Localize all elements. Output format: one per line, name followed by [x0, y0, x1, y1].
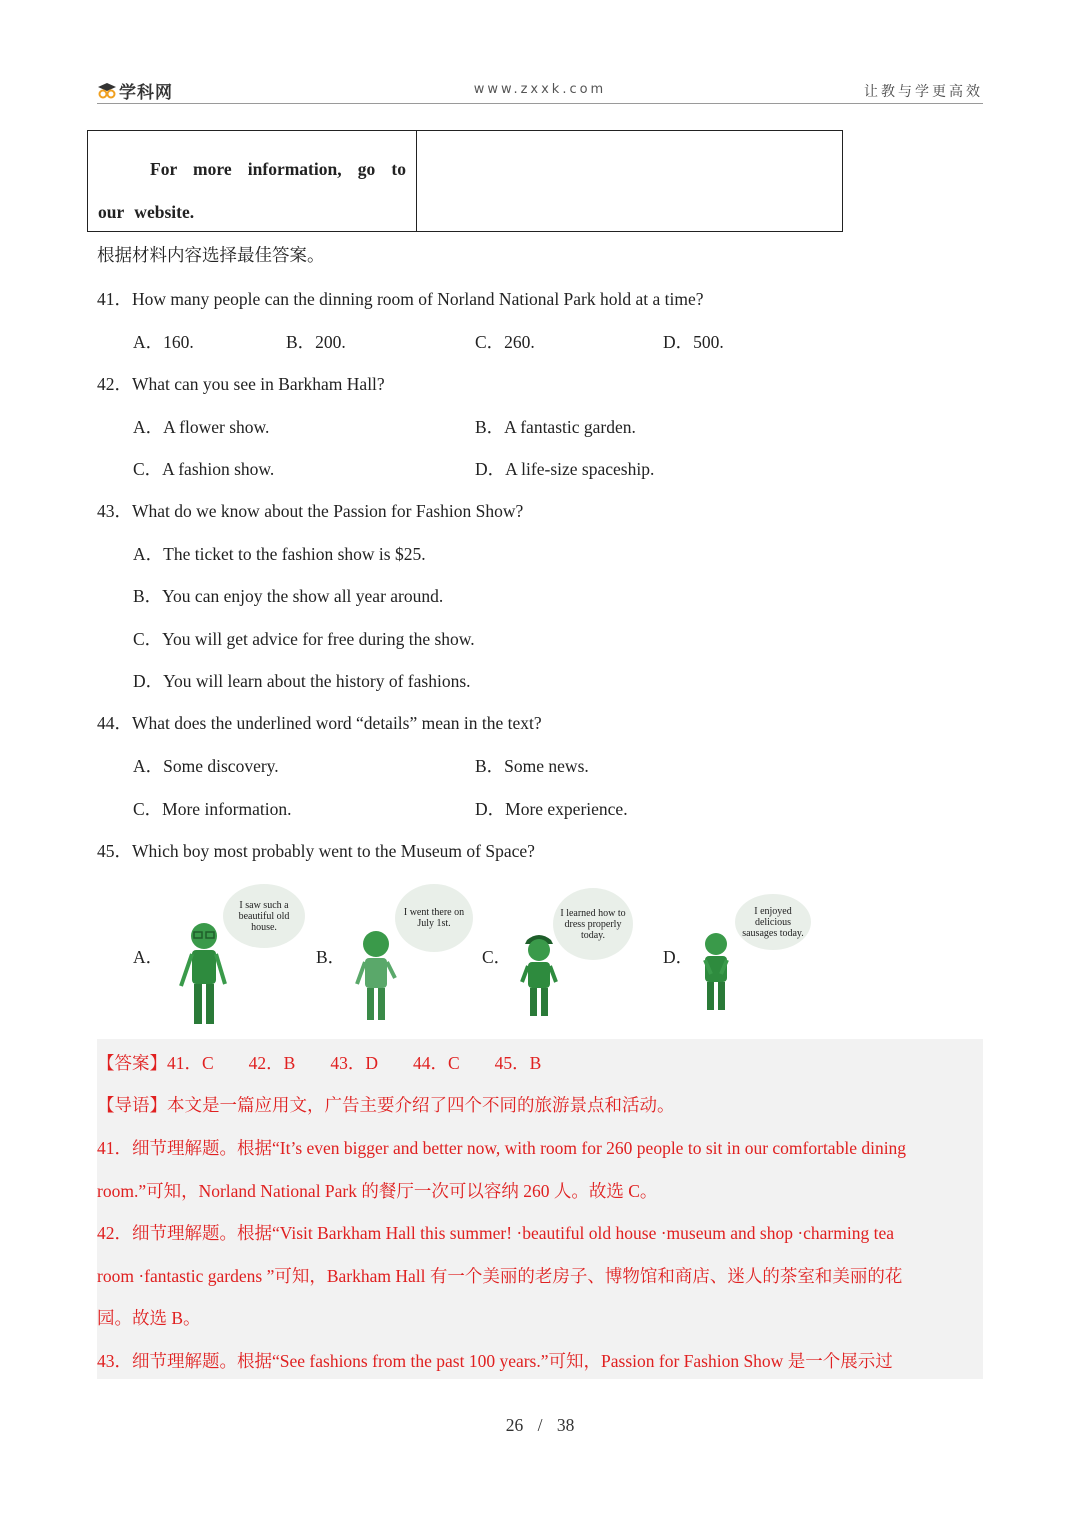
speech-bubble-c: I learned how to dress properly today.: [553, 888, 633, 960]
question-45-option-d: D．: [663, 947, 694, 967]
question-45-stem: 45．Which boy most probably went to the Museum of Space?: [97, 841, 535, 861]
question-44-option-c: C．More information.: [133, 799, 292, 819]
question-41-option-b: B．200.: [286, 332, 346, 352]
question-43-option-d: D．You will learn about the history of fashions.: [133, 671, 471, 691]
question-45-pictures: [97, 884, 857, 1034]
question-41-option-d: D．500.: [663, 332, 724, 352]
explanation-42-line-2: room ·fantastic gardens ”可知，Barkham Hall 有一个美丽的老房子、博物馆和商店、迷人的茶室和美丽的花: [97, 1266, 903, 1286]
info-table-left-cell: For more information, go to our website.: [88, 131, 417, 231]
boy-figure-c-icon: [519, 930, 559, 1020]
question-45-option-a: A．: [133, 947, 164, 967]
logo-text: 学科网: [119, 83, 173, 103]
boy-figure-b-icon: [351, 928, 401, 1024]
question-42-option-c: C．A fashion show.: [133, 459, 275, 479]
page-separator: /: [537, 1415, 543, 1435]
question-44-option-d: D．More experience.: [475, 799, 628, 819]
boy-figure-d-icon: [697, 930, 735, 1016]
explanation-41-line-2: room.”可知，Norland National Park 的餐厅一次可以容纳 260 人。故选 C。: [97, 1181, 658, 1201]
question-42-option-d: D．A life-size spaceship.: [475, 459, 655, 479]
boy-figure-a-icon: [175, 920, 233, 1030]
question-42-option-b: B．A fantastic garden.: [475, 417, 636, 437]
question-44-stem: 44．What does the underlined word “details” mean in the text?: [97, 713, 542, 733]
question-45-option-c: C．: [482, 947, 512, 967]
info-table: [87, 130, 843, 232]
instruction: 根据材料内容选择最佳答案。: [97, 245, 325, 265]
question-45-option-b: B．: [316, 947, 346, 967]
info-table-right-cell: [417, 131, 842, 231]
answer-intro: 【导语】本文是一篇应用文，广告主要介绍了四个不同的旅游景点和活动。: [97, 1095, 675, 1115]
explanation-42-line-3: 园。故选 B。: [97, 1308, 201, 1328]
explanation-42-line-1: 42．细节理解题。根据“Visit Barkham Hall this summer! ·beautiful old house ·museum and shop ·charming tea: [97, 1223, 895, 1243]
page-header: [97, 74, 983, 104]
question-41-option-c: C．260.: [475, 332, 535, 352]
answer-key: 【答案】41．C 42．B 43．D 44．C 45．B: [97, 1053, 542, 1073]
question-43-stem: 43．What do we know about the Passion for Fashion Show?: [97, 501, 524, 521]
speech-bubble-b: I went there on July 1st.: [395, 884, 473, 952]
question-44-option-b: B．Some news.: [475, 756, 589, 776]
question-41-stem: 41．How many people can the dinning room of Norland National Park hold at a time?: [97, 289, 704, 309]
question-44-option-a: A．Some discovery.: [133, 756, 279, 776]
speech-bubble-a: I saw such a beautiful old house.: [223, 884, 305, 948]
question-43-option-a: A．The ticket to the fashion show is $25.: [133, 544, 426, 564]
speech-bubble-d: I enjoyed delicious sausages today.: [735, 894, 811, 950]
slogan: 让教与学更高效: [864, 84, 983, 100]
question-41-option-a: A．160.: [133, 332, 194, 352]
site-url: www.zxxk.com: [473, 82, 607, 97]
page-current: 26: [505, 1415, 524, 1435]
question-43-option-c: C．You will get advice for free during the show.: [133, 629, 475, 649]
explanation-41-line-1: 41．细节理解题。根据“It’s even bigger and better now, with room for 260 people to sit in our comfortable dining: [97, 1138, 907, 1158]
answer-section: [97, 1039, 983, 1379]
question-42-option-a: A．A flower show.: [133, 417, 270, 437]
explanation-43-line-1: 43．细节理解题。根据“See fashions from the past 100 years.”可知，Passion for Fashion Show 是一个展示过: [97, 1351, 893, 1371]
question-43-option-b: B．You can enjoy the show all year around.: [133, 586, 444, 606]
page-number: [0, 1415, 1080, 1436]
question-42-stem: 42．What can you see in Barkham Hall?: [97, 374, 385, 394]
page-total: 38: [556, 1415, 575, 1435]
